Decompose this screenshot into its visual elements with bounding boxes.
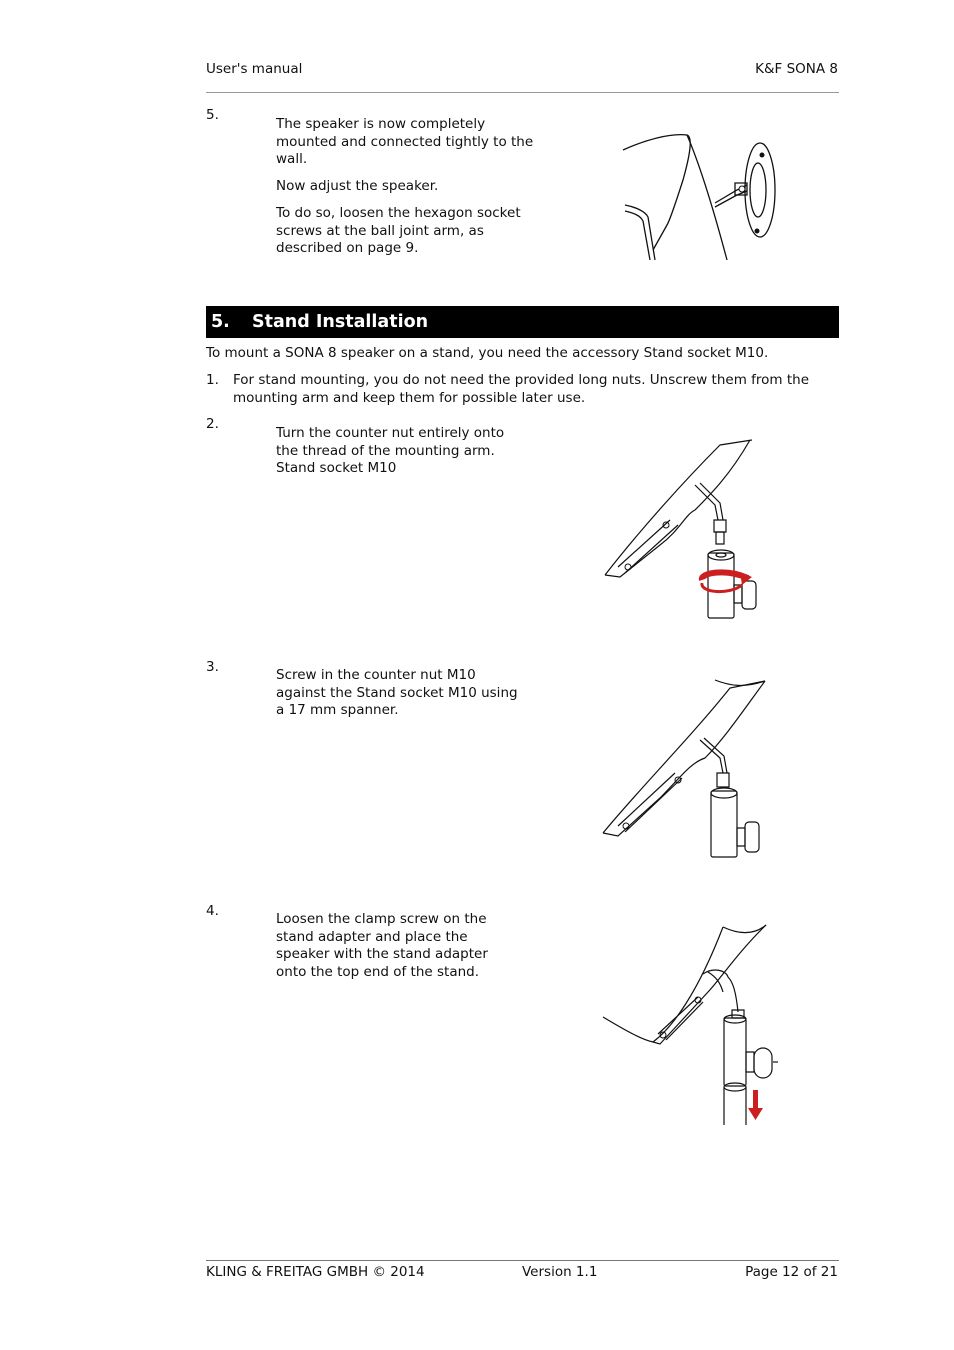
section-heading-bar [206, 306, 839, 338]
step-2-number: 2. [206, 416, 219, 432]
wall-mount-illustration [615, 125, 785, 265]
step-4-number: 4. [206, 903, 219, 919]
footer-left: KLING & FREITAG GMBH © 2014 [206, 1264, 425, 1280]
header-rule [206, 92, 839, 93]
footer-rule [206, 1260, 839, 1261]
section-title: Stand Installation [252, 312, 429, 332]
section-number: 5. [211, 312, 230, 332]
footer-center: Version 1.1 [522, 1264, 598, 1280]
top-step-number: 5. [206, 107, 219, 123]
stand-placement-illustration [598, 922, 783, 1127]
list-item-1-number: 1. [206, 372, 219, 388]
step-3-text: Screw in the counter nut M10 against the Stand socket M10 using a 17 mm spanner. [276, 667, 518, 718]
footer-right: Page 12 of 21 [745, 1264, 838, 1280]
step-2-text: Turn the counter nut entirely onto the thread of the mounting arm. Stand socket M10 [276, 425, 505, 476]
step-4-text: Loosen the clamp screw on the stand adapter and place the speaker with the stand adapter onto the top end of the stand. [276, 911, 488, 980]
top-step-text [276, 116, 536, 267]
intro-text: To mount a SONA 8 speaker on a stand, you need the accessory Stand socket M10. [206, 345, 769, 361]
spanner-tighten-illustration [600, 678, 775, 863]
list-item-1-text: For stand mounting, you do not need the provided long nuts. Unscrew them from the mounting arm and keep them for possible later use. [233, 372, 810, 406]
header-left: User's manual [206, 61, 303, 77]
top-step-paragraph-1: The speaker is now completely mounted and connected tightly to the wall. [276, 116, 534, 167]
top-step-paragraph-2: Now adjust the speaker. [276, 178, 439, 194]
top-step-paragraph-3: To do so, loosen the hexagon socket screws at the ball joint arm, as described on page 9. [276, 205, 521, 256]
header-right: K&F SONA 8 [755, 61, 838, 77]
step-3-number: 3. [206, 659, 219, 675]
counter-nut-illustration [600, 435, 770, 625]
